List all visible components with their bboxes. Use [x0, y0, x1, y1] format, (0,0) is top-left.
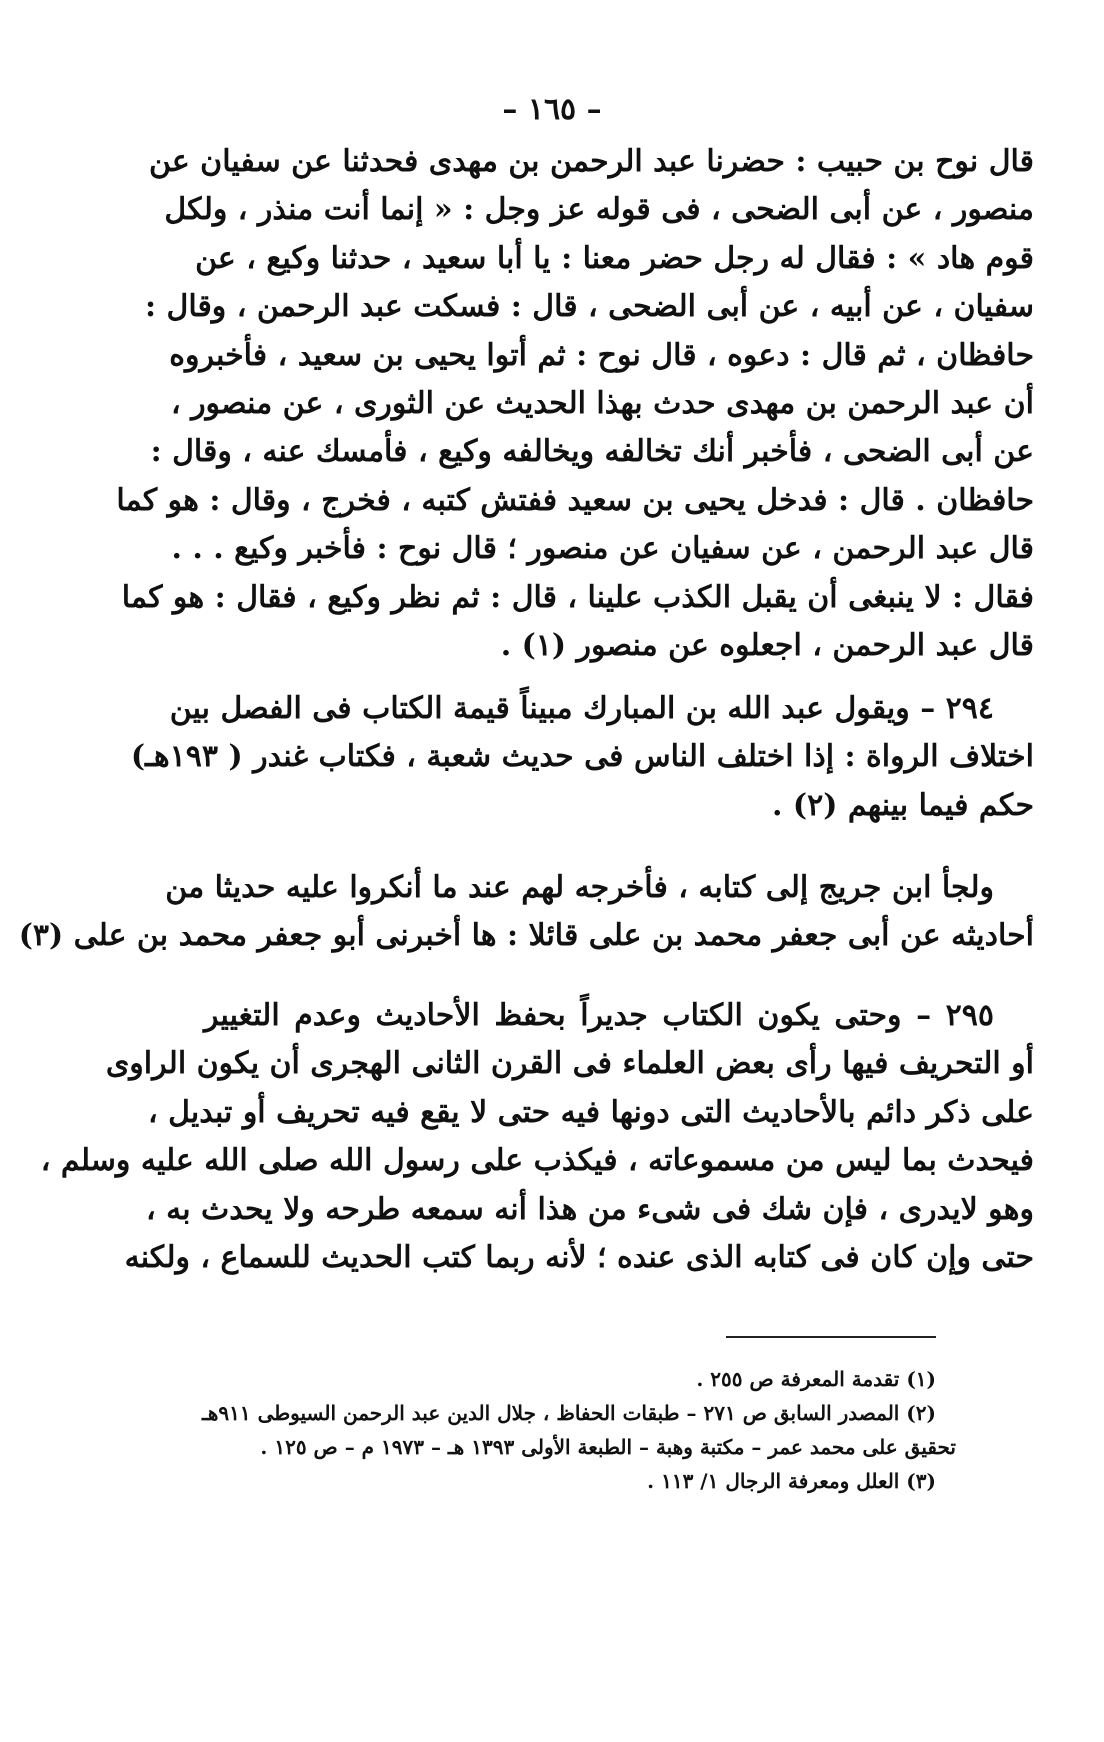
text-line: قوم هاد » : فقال له رجل حضر معنا : يا أبا سعيد ، حدثنا وكيع ، عن [195, 240, 1034, 276]
text-line: فقال : لا ينبغى أن يقبل الكذب علينا ، قال : ثم نظر وكيع ، فقال : هو كما [121, 579, 1034, 615]
footnote-2-continuation: تحقيق على محمد عمر – مكتبة وهبة – الطبعة الأولى ١٣٩٣ هـ – ١٩٧٣ م – ص ١٢٥ . [260, 1435, 956, 1459]
text-line: قال نوح بن حبيب : حضرنا عبد الرحمن بن مهدى فحدثنا عن سفيان عن [148, 144, 1034, 179]
paragraph-3 [18, 864, 1034, 961]
text-line: قال عبد الرحمن ، اجعلوه عن منصور (١) . [500, 628, 1034, 664]
text-line: أن عبد الرحمن بن مهدى حدث بهذا الحديث عن الثورى ، عن منصور ، [170, 386, 1034, 422]
text-line: على ذكر دائم بالأحاديث التى دونها فيه حتى لا يقع فيه تحريف أو تبديل ، [148, 1094, 1034, 1130]
text-line: أحاديثه عن أبى جعفر محمد بن على قائلا : ها أخبرنى أبو جعفر محمد بن على (٣) [18, 918, 1034, 954]
text-line: حكم فيما بينهم (٢) . [772, 787, 1034, 823]
text-line: سفيان ، عن أبيه ، عن أبى الضحى ، قال : فسكت عبد الرحمن ، وقال : [145, 289, 1034, 325]
footnote-1: (١) تقدمة المعرفة ص ٢٥٥ . [696, 1367, 936, 1391]
paragraph-1 [116, 138, 1034, 670]
text-line: ٢٩٤ – ويقول عبد الله بن المبارك مبيناً قيمة الكتاب فى الفصل بين [169, 691, 994, 726]
footnote-separator [726, 1336, 936, 1338]
paragraph-2 [130, 685, 1034, 830]
text-line: عن أبى الضحى ، فأخبر أنك تخالفه ويخالفه وكيع ، فأمسك عنه ، وقال : [150, 434, 1034, 470]
text-line: وهو لايدرى ، فإن شك فى شىء من هذا أنه سمعه طرحه ولا يحدث به ، [146, 1191, 1034, 1227]
text-line: فيحدث بما ليس من مسموعاته ، فيكذب على رسول الله صلى الله عليه وسلم ، [40, 1143, 1034, 1179]
page-number: – ١٦٥ – [502, 92, 602, 127]
text-line: أو التحريف فيها رأى بعض العلماء فى القرن الثانى الهجرى أن يكون الراوى [105, 1046, 1034, 1082]
text-line: منصور ، عن أبى الضحى ، فى قوله عز وجل : « إنما أنت منذر ، ولكل [164, 192, 1034, 228]
text-line: حافظان . قال : فدخل يحيى بن سعيد ففتش كتبه ، فخرج ، وقال : هو كما [116, 482, 1034, 518]
text-line: ٢٩٥ – وحتى يكون الكتاب جديراً بحفظ الأحاديث وعدم التغيير [204, 998, 994, 1033]
footnotes [166, 1362, 956, 1498]
text-line: حتى وإن كان فى كتابه الذى عنده ؛ لأنه ربما كتب الحديث للسماع ، ولكنه [124, 1240, 1034, 1276]
text-line: حافظان ، ثم قال : دعوه ، قال نوح : ثم أتوا يحيى بن سعيد ، فأخبروه [169, 337, 1034, 373]
text-line: ولجأ ابن جريج إلى كتابه ، فأخرجه لهم عند ما أنكروا عليه حديثا من [165, 870, 994, 905]
paragraph-4 [40, 992, 1034, 1282]
footnote-2: (٢) المصدر السابق ص ٢٧١ – طبقات الحفاظ ، جلال الدين عبد الرحمن السيوطى ٩١١هـ [201, 1401, 936, 1425]
footnote-3: (٣) العلل ومعرفة الرجال ١/ ١١٣ . [647, 1469, 936, 1493]
text-line: قال عبد الرحمن ، عن سفيان عن منصور ؛ قال نوح : فأخبر وكيع . . . [171, 531, 1034, 567]
text-line: اختلاف الرواة : إذا اختلف الناس فى حديث شعبة ، فكتاب غندر ( ١٩٣هـ) [130, 739, 1034, 775]
